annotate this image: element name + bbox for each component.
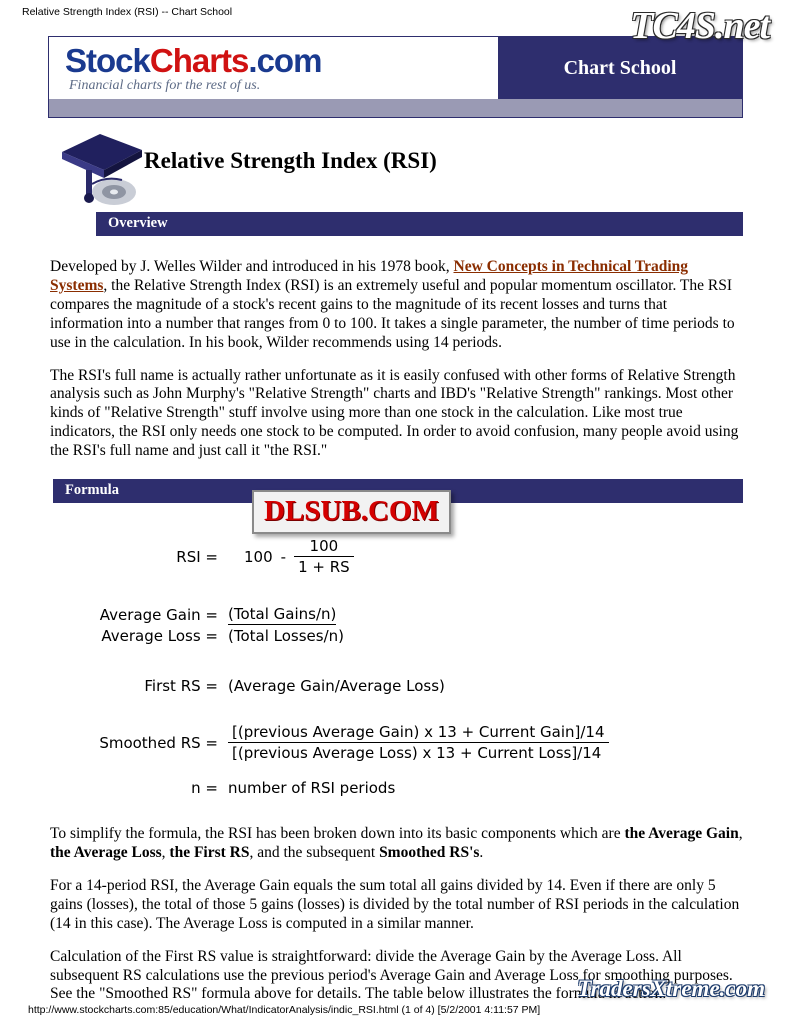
section-heading-formula: Formula — [53, 479, 743, 503]
banner-underbar — [48, 99, 743, 118]
logo-text-com: .com — [248, 41, 322, 79]
formula-avg-loss-label: Average Loss = — [101, 627, 218, 646]
formula-avg-gain-value: (Total Gains/n) — [228, 605, 337, 624]
title-row — [48, 126, 743, 212]
formula-smoothed-rs-label: Smoothed RS = — [99, 733, 218, 752]
term-average-gain: the Average Gain — [624, 825, 739, 843]
sep-2: , — [161, 843, 170, 861]
logo-text-charts: Charts — [149, 41, 249, 79]
formula-n-value: number of RSI periods — [228, 779, 396, 798]
formula-first-rs-label: First RS = — [144, 677, 218, 696]
paragraph-overview-2: The RSI's full name is actually rather unfortunate as it is easily confused with other forms of Relative Strength analysis such as John Murphy's "Relative Strength" charts and IBD's "Relative Strength" rankings. Most other kinds of "Relative Strength" stuff involve using more than one stock in the calculation. Like most true indicators, the RSI only needs one stock to be computed. In order to avoid confusion, many people avoid using the RSI's full name and just call it "the RSI." — [50, 366, 739, 460]
logo-text-stock: Stock — [65, 41, 150, 79]
stockcharts-logo[interactable] — [65, 41, 322, 93]
paragraph-formula-1-part-f: . — [479, 843, 484, 861]
formula-n-label: n = — [191, 779, 218, 798]
link-new-concepts-book[interactable]: New Concepts in Technical Trading Systems — [50, 258, 689, 294]
paragraph-formula-3: Calculation of the First RS value is straightforward: divide the Average Gain by the Average Loss. All subsequent RS calculations use the previous period's Average Gain and Average Loss for smoothing purposes. See the "Smoothed RS" formula above for details. The table below illustrates the formula in action. — [50, 947, 733, 1003]
formula-rsi-denominator: 1 + RS — [298, 558, 350, 577]
browser-page-url: http://www.stockcharts.com:85/education/What/IndicatorAnalysis/indic_RSI.html (1 of 4) [5/2/2001 4:11:57 PM] — [28, 1004, 541, 1016]
paragraph-overview-1 — [50, 258, 743, 353]
watermark-tradersxtreme: TradersXtreme.com — [577, 976, 765, 1001]
paragraph-formula-2: For a 14-period RSI, the Average Gain equals the sum total all gains divided by 14. Even if there are only 5 gains (losses), the total of those 5 gains (losses) is divided by the total number of RSI periods in the calculation (14 in this case). The Average Loss is computed in a similar manner. — [50, 876, 740, 932]
formula-rsi-lead: 100 — [244, 547, 273, 566]
formula-avg-loss-value: (Total Losses/n) — [228, 627, 345, 646]
paragraph-overview-1-part-b: , the Relative Strength Index (RSI) is an extremely useful and popular momentum oscillator. The RSI compares the magnitude of a stock's recent gains to the magnitude of its recent losses and turns that information into a number that ranges from 0 to 100. It takes a single parameter, the number of time periods to use in the calculation. In his book, Wilder recommends using 14 periods. — [50, 276, 735, 351]
sep-1: , — [738, 825, 743, 843]
watermark-dlsub: DLSUB.COM — [252, 490, 451, 534]
term-first-rs: the First RS — [169, 843, 250, 861]
formula-first-rs-value: (Average Gain/Average Loss) — [228, 677, 445, 696]
paragraph-overview-1-part-a: Developed by J. Welles Wilder and introduced in his 1978 book, — [50, 258, 454, 275]
formula-avg-gain-label: Average Gain = — [99, 606, 218, 625]
watermark-tc4s: TC4S.net — [630, 5, 769, 47]
paragraph-formula-1-part-a: To simplify the formula, the RSI has been broken down into its basic components which are — [50, 825, 625, 843]
formula-smoothed-rs-numerator: [(previous Average Gain) x 13 + Current Gain]/14 — [228, 723, 609, 743]
banner-section-label: Chart School — [563, 56, 677, 79]
paragraph-formula-1 — [50, 825, 743, 863]
formula-rsi-label: RSI = — [176, 547, 218, 566]
term-smoothed-rs: Smoothed RS's — [379, 843, 480, 861]
formula-block — [48, 521, 743, 811]
formula-rsi-numerator: 100 — [294, 537, 354, 557]
logo-tagline: Financial charts for the rest of us. — [69, 77, 261, 93]
browser-page-title: Relative Strength Index (RSI) -- Chart School — [22, 6, 233, 18]
term-average-loss: the Average Loss — [50, 843, 162, 861]
section-heading-overview: Overview — [96, 212, 743, 236]
graduation-cap-icon — [56, 126, 148, 212]
formula-rsi-minus: - — [280, 547, 287, 566]
formula-smoothed-rs-denominator: [(previous Average Loss) x 13 + Current Loss]/14 — [232, 744, 602, 763]
page-title: Relative Strength Index (RSI) — [144, 148, 437, 173]
paragraph-formula-1-part-e: , and the subsequent — [249, 843, 380, 861]
